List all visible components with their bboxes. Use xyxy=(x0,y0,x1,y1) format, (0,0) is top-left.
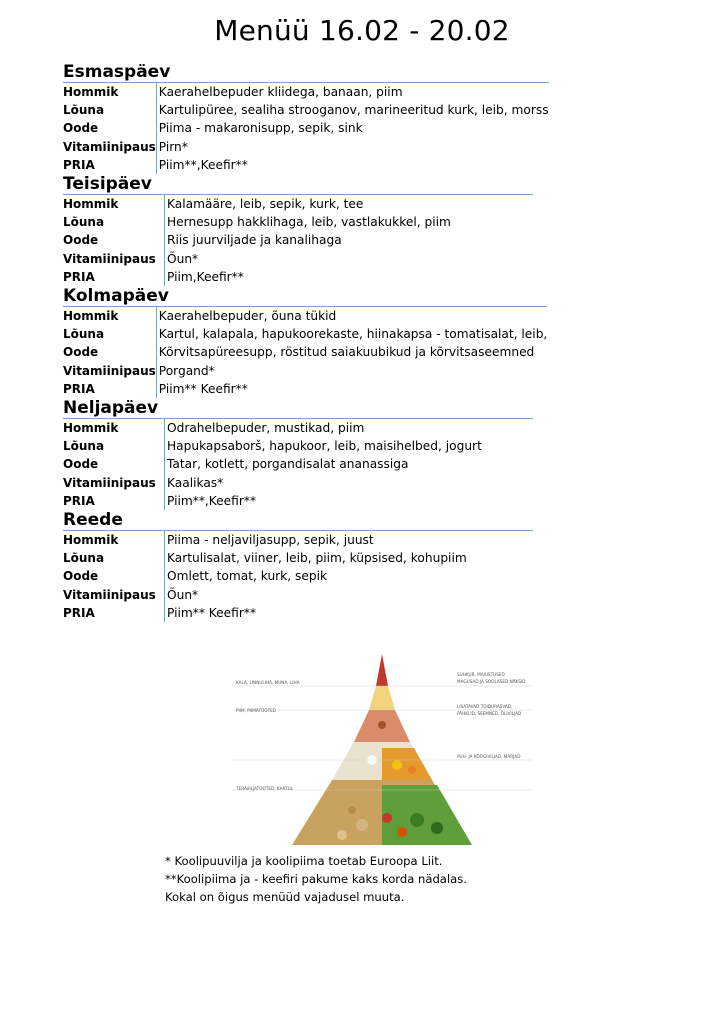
day-title: Reede xyxy=(63,510,123,531)
meal-row xyxy=(63,325,547,343)
meal-row xyxy=(63,455,533,473)
meal-value: Piim** Keefir** xyxy=(156,380,547,398)
meal-label: Lõuna xyxy=(63,103,105,118)
pyramid-label-dairy: PIIM, PIIMATOOTED xyxy=(236,708,276,713)
meal-row xyxy=(63,119,549,137)
day-title: Esmaspäev xyxy=(63,62,171,82)
meal-row xyxy=(63,138,549,156)
meal-value: Omlett, tomat, kurk, sepik xyxy=(165,567,534,585)
footnote-menu-change: Kokal on õigus menüüd vajadusel muuta. xyxy=(165,890,405,904)
meal-row xyxy=(63,83,549,102)
meal-value: Kaerahelbepuder kliidega, banaan, piim xyxy=(156,83,548,102)
meal-value: Kartulipüree, sealiha strooganov, marineeritud kurk, leib, morss xyxy=(156,101,548,119)
meal-label: Lõuna xyxy=(63,439,105,454)
pyramid-label-grains: TERAVILJATOOTED, KARTUL xyxy=(236,786,294,791)
meal-value: Riis juurviljade ja kanalihaga xyxy=(165,231,534,249)
meal-row xyxy=(63,156,549,174)
day-section xyxy=(63,286,548,398)
day-section xyxy=(63,398,533,510)
meal-table xyxy=(63,194,533,286)
meal-row xyxy=(63,531,533,550)
meal-row xyxy=(63,307,547,326)
footnote-milk-schedule: **Koolipiima ja - keefiri pakume kaks korda nädalas. xyxy=(165,872,467,886)
footnote-eu-support: * Koolipuuvilja ja koolipiima toetab Euroopa Liit. xyxy=(165,854,443,868)
meal-label: Hommik xyxy=(63,533,119,548)
meal-label: Oode xyxy=(63,345,99,360)
meal-row xyxy=(63,195,533,214)
day-title: Kolmapäev xyxy=(63,286,169,307)
meal-label: Hommik xyxy=(63,197,119,212)
pyramid-top-tier xyxy=(376,654,388,686)
day-section xyxy=(63,510,533,622)
meal-row xyxy=(63,419,533,438)
meal-value: Kõrvitsapüreesupp, röstitud saiakuubikud ja kõrvitsaseemned xyxy=(156,343,547,361)
meal-row xyxy=(63,604,533,622)
meal-label: Oode xyxy=(63,569,99,584)
meal-label: Hommik xyxy=(63,421,119,436)
meal-value: Hapukapsaborš, hapukoor, leib, maisihelbed, jogurt xyxy=(165,437,534,455)
meal-value: Kaalikas* xyxy=(165,474,534,492)
day-section xyxy=(63,174,533,286)
meal-value: Piim**,Keefir** xyxy=(156,156,548,174)
meal-row xyxy=(63,492,533,510)
pyramid-vegetable-tier xyxy=(382,785,472,845)
meal-label: PRIA xyxy=(63,269,95,284)
meal-row xyxy=(63,586,533,604)
meal-row xyxy=(63,268,533,286)
meal-label: Vitamiinipaus xyxy=(63,251,156,266)
meal-label: Hommik xyxy=(63,309,119,324)
meal-value: Porgand* xyxy=(156,362,547,380)
meal-value: Piim**,Keefir** xyxy=(165,492,534,510)
meal-label: Oode xyxy=(63,233,99,248)
meal-value: Tatar, kotlett, porgandisalat ananassiga xyxy=(165,455,534,473)
meal-label: Lõuna xyxy=(63,551,105,566)
day-section xyxy=(63,62,549,174)
meal-table xyxy=(63,306,547,398)
meal-row xyxy=(63,380,547,398)
meal-value: Piima - makaronisupp, sepik, sink xyxy=(156,119,548,137)
meal-value: Piim,Keefir** xyxy=(165,268,534,286)
meal-label: Oode xyxy=(63,457,99,472)
meal-value: Odrahelbepuder, mustikad, piim xyxy=(165,419,534,438)
meal-row xyxy=(63,549,533,567)
meal-label: Oode xyxy=(63,121,99,136)
meal-label: PRIA xyxy=(63,381,95,396)
meal-row xyxy=(63,213,533,231)
meal-label: PRIA xyxy=(63,605,95,620)
meal-label: Vitamiinipaus xyxy=(63,475,156,490)
meal-label: Vitamiinipaus xyxy=(63,587,156,602)
meal-label: PRIA xyxy=(63,157,95,172)
meal-value: Kartul, kalapala, hapukoorekaste, hiinakapsa - tomatisalat, leib, xyxy=(156,325,547,343)
meal-row xyxy=(63,567,533,585)
meal-value: Pirn* xyxy=(156,138,548,156)
meal-row xyxy=(63,231,533,249)
pyramid-label-produce: PUU- JA KÖÖGIVILJAD, MARJAD xyxy=(457,754,521,759)
pyramid-label-nuts: PÄHKLID, SEEMNED, ÕLIVILJAD xyxy=(457,711,522,716)
meal-row xyxy=(63,343,547,361)
pyramid-label-fats: LISATAVAD TOIDURASVAD, xyxy=(457,704,513,709)
meal-value: Hernesupp hakklihaga, leib, vastlakukkel, piim xyxy=(165,213,534,231)
meal-table xyxy=(63,530,533,622)
meal-label: Vitamiinipaus xyxy=(63,363,156,378)
meal-row xyxy=(63,437,533,455)
pyramid-label-sweets: SUHKUR, MAIUSTUSED xyxy=(457,672,505,677)
meal-label: Lõuna xyxy=(63,215,105,230)
pyramid-label-protein: KALA, LINNULIHA, MUNA, LIHA xyxy=(236,680,300,685)
footnotes xyxy=(165,852,467,906)
pyramid-fats-tier xyxy=(369,686,395,710)
meal-value: Õun* xyxy=(165,586,534,604)
meal-value: Kaerahelbepuder, õuna tükid xyxy=(156,307,547,326)
meal-value: Õun* xyxy=(165,250,534,268)
page-title: Menüü 16.02 - 20.02 xyxy=(214,14,510,47)
meal-row xyxy=(63,362,547,380)
meal-row xyxy=(63,101,549,119)
day-title: Teisipäev xyxy=(63,174,152,195)
meal-label: Lõuna xyxy=(63,327,105,342)
meal-label: Hommik xyxy=(63,85,119,99)
food-pyramid-image xyxy=(232,650,532,848)
meal-table xyxy=(63,82,549,174)
pyramid-fruit-tier xyxy=(382,748,432,780)
meal-label: Vitamiinipaus xyxy=(63,139,156,154)
meal-value: Kartulisalat, viiner, leib, piim, küpsised, kohupiim xyxy=(165,549,534,567)
meal-label: PRIA xyxy=(63,493,95,508)
meal-value: Piim** Keefir** xyxy=(165,604,534,622)
meal-value: Kalamääre, leib, sepik, kurk, tee xyxy=(165,195,534,214)
pyramid-label-snacks: MAGUSAD JA SOOLASED NÄKSID xyxy=(457,679,526,684)
meal-value: Piima - neljaviljasupp, sepik, juust xyxy=(165,531,534,550)
meal-row xyxy=(63,250,533,268)
weekly-menu xyxy=(63,62,549,622)
day-title: Neljapäev xyxy=(63,398,159,419)
meal-table xyxy=(63,418,533,510)
meal-row xyxy=(63,474,533,492)
